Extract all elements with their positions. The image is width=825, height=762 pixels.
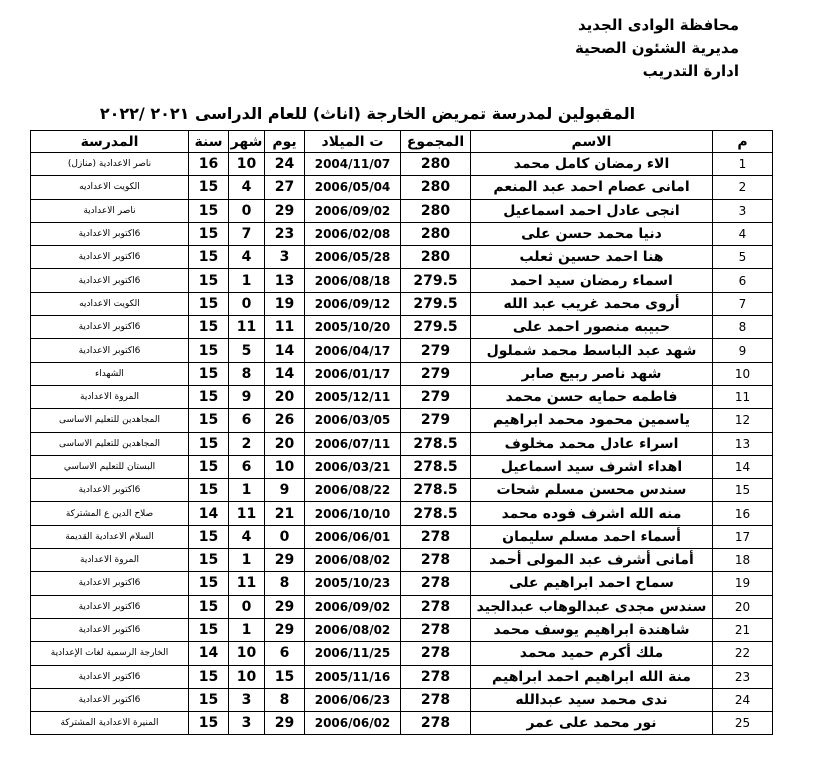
student-name: أروى محمد غريب عبد الله — [471, 292, 713, 315]
column-header-birthdate: ت الميلاد — [305, 131, 401, 153]
table-row — [31, 339, 773, 362]
age-months: 3 — [229, 712, 265, 735]
total-score: 280 — [401, 199, 471, 222]
student-name: منة الله ابراهيم احمد ابراهيم — [471, 665, 713, 688]
school-name: 6اكتوبر الاعدادية — [31, 222, 189, 245]
school-name: 6اكتوبر الاعدادية — [31, 339, 189, 362]
document-title: المقبولين لمدرسة تمريض الخارجة (اناث) للعام الدراسى ٢٠٢١ /٢٠٢٢ — [99, 104, 636, 123]
age-months: 6 — [229, 455, 265, 478]
table-row — [31, 432, 773, 455]
age-months: 11 — [229, 572, 265, 595]
column-header-day: يوم — [265, 131, 305, 153]
age-years: 15 — [189, 385, 229, 408]
row-index: 15 — [713, 479, 773, 502]
birth-date: 2006/08/02 — [305, 549, 401, 572]
school-name: 6اكتوبر الاعدادية — [31, 572, 189, 595]
age-months: 10 — [229, 642, 265, 665]
birth-date: 2006/02/08 — [305, 222, 401, 245]
student-name: اسراء عادل محمد مخلوف — [471, 432, 713, 455]
age-days: 6 — [265, 642, 305, 665]
age-years: 15 — [189, 316, 229, 339]
row-index: 11 — [713, 385, 773, 408]
age-months: 4 — [229, 246, 265, 269]
total-score: 279.5 — [401, 269, 471, 292]
row-index: 19 — [713, 572, 773, 595]
student-name: سندس محسن مسلم شحات — [471, 479, 713, 502]
row-index: 21 — [713, 618, 773, 641]
student-name: منه الله اشرف فوده محمد — [471, 502, 713, 525]
school-name: 6اكتوبر الاعدادية — [31, 595, 189, 618]
student-name: ملك أكرم حميد محمد — [471, 642, 713, 665]
column-header-name: الاسم — [471, 131, 713, 153]
table-row — [31, 316, 773, 339]
age-months: 4 — [229, 176, 265, 199]
birth-date: 2006/09/02 — [305, 595, 401, 618]
table-row — [31, 222, 773, 245]
birth-date: 2005/12/11 — [305, 385, 401, 408]
row-index: 6 — [713, 269, 773, 292]
age-months: 0 — [229, 199, 265, 222]
age-years: 16 — [189, 153, 229, 176]
birth-date: 2006/03/05 — [305, 409, 401, 432]
table-row — [31, 712, 773, 735]
birth-date: 2006/06/23 — [305, 688, 401, 711]
student-name: ندى محمد سيد عبدالله — [471, 688, 713, 711]
student-name: فاطمه حمايه حسن محمد — [471, 385, 713, 408]
school-name: المجاهدين للتعليم الاساسى — [31, 432, 189, 455]
student-name: اهداء اشرف سيد اسماعيل — [471, 455, 713, 478]
total-score: 280 — [401, 246, 471, 269]
age-months: 0 — [229, 292, 265, 315]
age-months: 11 — [229, 316, 265, 339]
row-index: 18 — [713, 549, 773, 572]
table-row — [31, 176, 773, 199]
row-index: 4 — [713, 222, 773, 245]
age-years: 14 — [189, 502, 229, 525]
birth-date: 2006/05/04 — [305, 176, 401, 199]
age-days: 19 — [265, 292, 305, 315]
age-days: 3 — [265, 246, 305, 269]
table-header-row — [31, 131, 773, 153]
school-name: 6اكتوبر الاعدادية — [31, 618, 189, 641]
birth-date: 2006/05/28 — [305, 246, 401, 269]
total-score: 279 — [401, 385, 471, 408]
row-index: 22 — [713, 642, 773, 665]
school-name: المروة الاعدادية — [31, 549, 189, 572]
table-row — [31, 153, 773, 176]
age-years: 15 — [189, 432, 229, 455]
total-score: 278 — [401, 642, 471, 665]
total-score: 278 — [401, 712, 471, 735]
row-index: 10 — [713, 362, 773, 385]
age-years: 15 — [189, 549, 229, 572]
total-score: 279.5 — [401, 292, 471, 315]
age-years: 15 — [189, 269, 229, 292]
school-name: الشهداء — [31, 362, 189, 385]
age-years: 15 — [189, 572, 229, 595]
age-months: 1 — [229, 479, 265, 502]
school-name: ناصر الاعدادية (منازل) — [31, 153, 189, 176]
row-index: 25 — [713, 712, 773, 735]
column-header-month: شهر — [229, 131, 265, 153]
row-index: 5 — [713, 246, 773, 269]
table-row — [31, 385, 773, 408]
student-name: نور محمد على عمر — [471, 712, 713, 735]
birth-date: 2006/03/21 — [305, 455, 401, 478]
student-name: سندس مجدى عبدالوهاب عبدالجيد — [471, 595, 713, 618]
table-row — [31, 595, 773, 618]
student-name: ياسمين محمود محمد ابراهيم — [471, 409, 713, 432]
total-score: 279 — [401, 339, 471, 362]
directorate-name: مديرية الشئون الصحية — [574, 39, 739, 57]
age-days: 29 — [265, 549, 305, 572]
birth-date: 2006/07/11 — [305, 432, 401, 455]
age-months: 1 — [229, 269, 265, 292]
age-days: 24 — [265, 153, 305, 176]
table-row — [31, 618, 773, 641]
row-index: 8 — [713, 316, 773, 339]
birth-date: 2006/08/22 — [305, 479, 401, 502]
student-name: شاهندة ابراهيم يوسف محمد — [471, 618, 713, 641]
age-months: 11 — [229, 502, 265, 525]
student-name: أمانى أشرف عبد المولى أحمد — [471, 549, 713, 572]
age-days: 29 — [265, 199, 305, 222]
age-days: 23 — [265, 222, 305, 245]
student-name: الاء رمضان كامل محمد — [471, 153, 713, 176]
row-index: 7 — [713, 292, 773, 315]
total-score: 278 — [401, 525, 471, 548]
school-name: المروة الاعدادية — [31, 385, 189, 408]
school-name: 6اكتوبر الاعدادية — [31, 688, 189, 711]
row-index: 9 — [713, 339, 773, 362]
student-name: دنيا محمد حسن على — [471, 222, 713, 245]
row-index: 13 — [713, 432, 773, 455]
birth-date: 2005/11/16 — [305, 665, 401, 688]
total-score: 278 — [401, 595, 471, 618]
age-months: 7 — [229, 222, 265, 245]
age-days: 26 — [265, 409, 305, 432]
student-name: هنا احمد حسين ثعلب — [471, 246, 713, 269]
student-name: شهد عبد الباسط محمد شملول — [471, 339, 713, 362]
school-name: المجاهدين للتعليم الاساسى — [31, 409, 189, 432]
birth-date: 2005/10/20 — [305, 316, 401, 339]
age-months: 10 — [229, 665, 265, 688]
school-name: ناصر الاعدادية — [31, 199, 189, 222]
total-score: 278.5 — [401, 432, 471, 455]
total-score: 279 — [401, 409, 471, 432]
age-years: 15 — [189, 595, 229, 618]
governorate-name: محافظة الوادى الجديد — [577, 16, 739, 34]
school-name: صلاح الدين ع المشتركة — [31, 502, 189, 525]
age-days: 21 — [265, 502, 305, 525]
total-score: 278 — [401, 618, 471, 641]
table-row — [31, 292, 773, 315]
school-name: المنيرة الاعدادية المشتركة — [31, 712, 189, 735]
student-name: أسماء احمد مسلم سليمان — [471, 525, 713, 548]
age-months: 10 — [229, 153, 265, 176]
age-months: 9 — [229, 385, 265, 408]
birth-date: 2005/10/23 — [305, 572, 401, 595]
birth-date: 2006/08/18 — [305, 269, 401, 292]
birth-date: 2004/11/07 — [305, 153, 401, 176]
total-score: 279 — [401, 362, 471, 385]
age-months: 1 — [229, 618, 265, 641]
age-months: 6 — [229, 409, 265, 432]
age-years: 15 — [189, 339, 229, 362]
row-index: 16 — [713, 502, 773, 525]
age-years: 15 — [189, 525, 229, 548]
age-years: 15 — [189, 688, 229, 711]
age-days: 29 — [265, 595, 305, 618]
age-months: 8 — [229, 362, 265, 385]
student-name: سماح احمد ابراهيم على — [471, 572, 713, 595]
age-months: 5 — [229, 339, 265, 362]
row-index: 14 — [713, 455, 773, 478]
row-index: 1 — [713, 153, 773, 176]
age-days: 8 — [265, 688, 305, 711]
student-name: شهد ناصر ربيع صابر — [471, 362, 713, 385]
table-row — [31, 642, 773, 665]
table-row — [31, 549, 773, 572]
total-score: 278 — [401, 688, 471, 711]
department-name: ادارة التدريب — [642, 62, 739, 80]
table-row — [31, 362, 773, 385]
age-days: 27 — [265, 176, 305, 199]
age-years: 15 — [189, 292, 229, 315]
row-index: 12 — [713, 409, 773, 432]
table-row — [31, 269, 773, 292]
age-months: 2 — [229, 432, 265, 455]
school-name: 6اكتوبر الاعدادية — [31, 316, 189, 339]
total-score: 278 — [401, 572, 471, 595]
birth-date: 2006/01/17 — [305, 362, 401, 385]
age-days: 14 — [265, 339, 305, 362]
age-days: 29 — [265, 618, 305, 641]
table-row — [31, 455, 773, 478]
school-name: السلام الاعدادية القديمة — [31, 525, 189, 548]
age-days: 15 — [265, 665, 305, 688]
age-years: 15 — [189, 176, 229, 199]
row-index: 2 — [713, 176, 773, 199]
student-name: حبيبه منصور احمد على — [471, 316, 713, 339]
birth-date: 2006/11/25 — [305, 642, 401, 665]
row-index: 3 — [713, 199, 773, 222]
document-header — [575, 14, 739, 83]
column-header-index: م — [713, 131, 773, 153]
age-months: 3 — [229, 688, 265, 711]
row-index: 20 — [713, 595, 773, 618]
age-months: 0 — [229, 595, 265, 618]
birth-date: 2006/09/12 — [305, 292, 401, 315]
birth-date: 2006/09/02 — [305, 199, 401, 222]
age-years: 15 — [189, 665, 229, 688]
total-score: 278 — [401, 549, 471, 572]
birth-date: 2006/04/17 — [305, 339, 401, 362]
student-name: انجى عادل احمد اسماعيل — [471, 199, 713, 222]
age-years: 15 — [189, 618, 229, 641]
birth-date: 2006/06/02 — [305, 712, 401, 735]
table-row — [31, 502, 773, 525]
age-years: 14 — [189, 642, 229, 665]
age-days: 11 — [265, 316, 305, 339]
total-score: 280 — [401, 176, 471, 199]
table-body — [31, 153, 773, 735]
school-name: البستان للتعليم الاساسي — [31, 455, 189, 478]
school-name: 6اكتوبر الاعدادية — [31, 246, 189, 269]
column-header-year: سنة — [189, 131, 229, 153]
total-score: 278.5 — [401, 502, 471, 525]
student-name: امانى عصام احمد عبد المنعم — [471, 176, 713, 199]
age-years: 15 — [189, 409, 229, 432]
age-days: 29 — [265, 712, 305, 735]
school-name: 6اكتوبر الاعدادية — [31, 479, 189, 502]
age-years: 15 — [189, 246, 229, 269]
table-row — [31, 665, 773, 688]
row-index: 23 — [713, 665, 773, 688]
row-index: 17 — [713, 525, 773, 548]
school-name: الكويت الاعداديه — [31, 292, 189, 315]
school-name: الكويت الاعداديه — [31, 176, 189, 199]
age-years: 15 — [189, 712, 229, 735]
school-name: الخارجة الرسمية لغات الإعدادية — [31, 642, 189, 665]
age-days: 14 — [265, 362, 305, 385]
age-years: 15 — [189, 199, 229, 222]
total-score: 278 — [401, 665, 471, 688]
age-days: 8 — [265, 572, 305, 595]
age-days: 13 — [265, 269, 305, 292]
age-years: 15 — [189, 362, 229, 385]
table-row — [31, 479, 773, 502]
table-row — [31, 572, 773, 595]
column-header-school: المدرسة — [31, 131, 189, 153]
table-row — [31, 409, 773, 432]
student-name: اسماء رمضان سيد احمد — [471, 269, 713, 292]
table-row — [31, 199, 773, 222]
age-days: 20 — [265, 385, 305, 408]
age-days: 20 — [265, 432, 305, 455]
age-years: 15 — [189, 455, 229, 478]
age-days: 0 — [265, 525, 305, 548]
table-row — [31, 688, 773, 711]
age-years: 15 — [189, 222, 229, 245]
table-row — [31, 525, 773, 548]
table-row — [31, 246, 773, 269]
total-score: 278.5 — [401, 479, 471, 502]
total-score: 278.5 — [401, 455, 471, 478]
age-days: 10 — [265, 455, 305, 478]
total-score: 280 — [401, 153, 471, 176]
school-name: 6اكتوبر الاعدادية — [31, 665, 189, 688]
birth-date: 2006/08/02 — [305, 618, 401, 641]
column-header-total: المجموع — [401, 131, 471, 153]
age-days: 9 — [265, 479, 305, 502]
total-score: 280 — [401, 222, 471, 245]
total-score: 279.5 — [401, 316, 471, 339]
age-years: 15 — [189, 479, 229, 502]
age-months: 4 — [229, 525, 265, 548]
school-name: 6اكتوبر الاعدادية — [31, 269, 189, 292]
birth-date: 2006/10/10 — [305, 502, 401, 525]
row-index: 24 — [713, 688, 773, 711]
age-months: 1 — [229, 549, 265, 572]
admissions-table — [30, 130, 773, 735]
birth-date: 2006/06/01 — [305, 525, 401, 548]
